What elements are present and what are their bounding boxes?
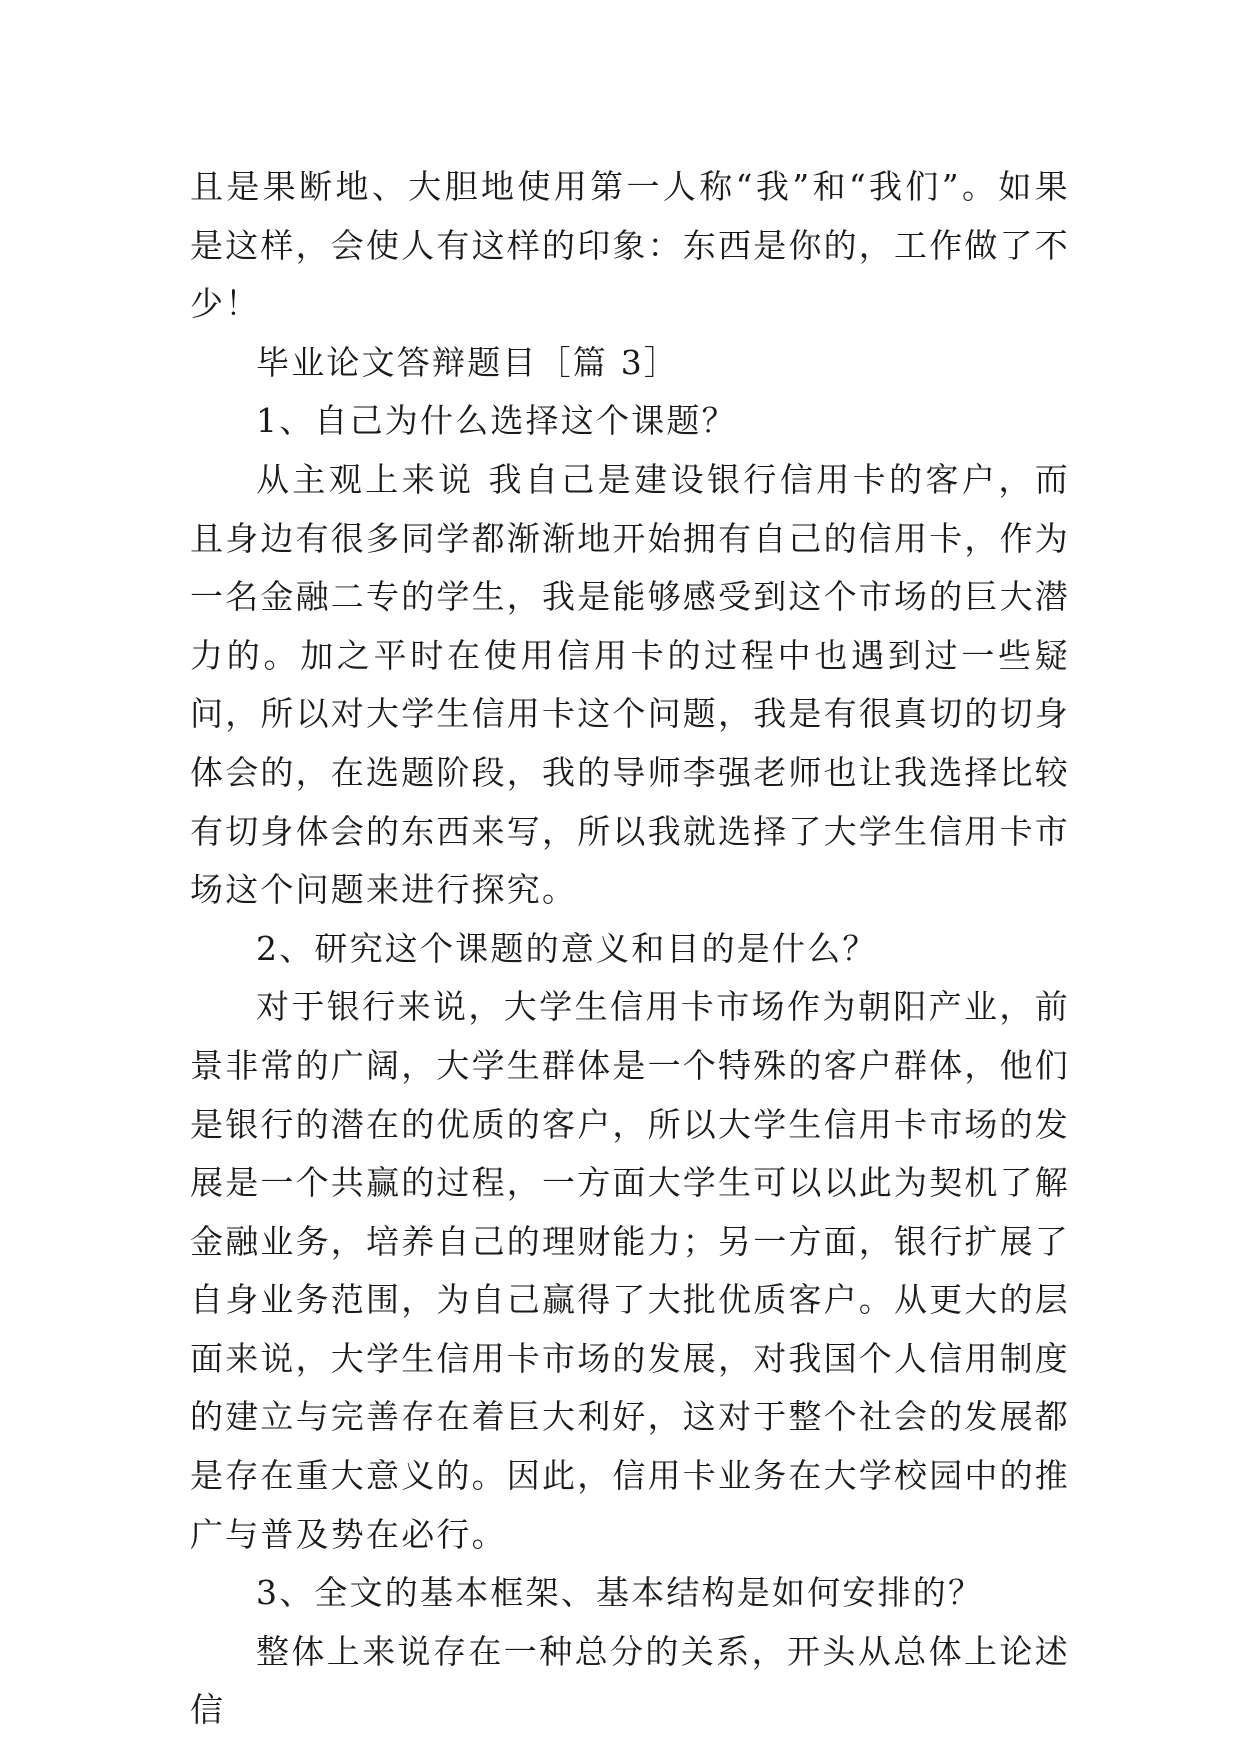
question-2: 2、研究这个课题的意义和目的是什么？ <box>256 928 878 968</box>
question-3: 3、全文的基本框架、基本结构是如何安排的？ <box>256 1573 984 1613</box>
question-1: 1、自己为什么选择这个课题？ <box>256 401 737 441</box>
answer-2: 对于银行来说，大学生信用卡市场作为朝阳产业，前景非常的广阔，大学生群体是一个特殊的客户群体，他们是银行的潜在的优质的客户，所以大学生信用卡市场的发展是一个共赢的过程，一方面大学生可以以此为契机了解金融业务，培养自己的理财能力；另一方面，银行扩展了自身业务范围，为自己赢得了大批优质客户。从更大的层面来说，大学生信用卡市场的发展，对我国个人信用制度的建立与完善存在着巨大利好，这对于整个社会的发展都是存在重大意义的。因此，信用卡业务在大学校园中的推广与普及势在必行。 <box>190 987 1070 1554</box>
answer-3: 整体上来说存在一种总分的关系，开头从总体上论述信 <box>190 1631 1070 1730</box>
answer-1: 从主观上来说 我自己是建设银行信用卡的客户，而且身边有很多同学都渐渐地开始拥有自己的信用卡，作为一名金融二专的学生，我是能够感受到这个市场的巨大潜力的。加之平时在使用信用卡的过程中也遇到过一些疑问，所以对大学生信用卡这个问题，我是有很真切的切身体会的，在选题阶段，我的导师李强老师也让我选择比较有切身体会的东西来写，所以我就选择了大学生信用卡市场这个问题来进行探究。 <box>190 459 1070 910</box>
section-heading: 毕业论文答辩题目［篇 3］ <box>256 342 680 382</box>
document-body <box>190 158 1070 1740</box>
paragraph-continuation: 且是果断地、大胆地使用第一人称“我”和“我们”。如果是这样，会使人有这样的印象：东西是你的，工作做了不少！ <box>190 167 1070 324</box>
